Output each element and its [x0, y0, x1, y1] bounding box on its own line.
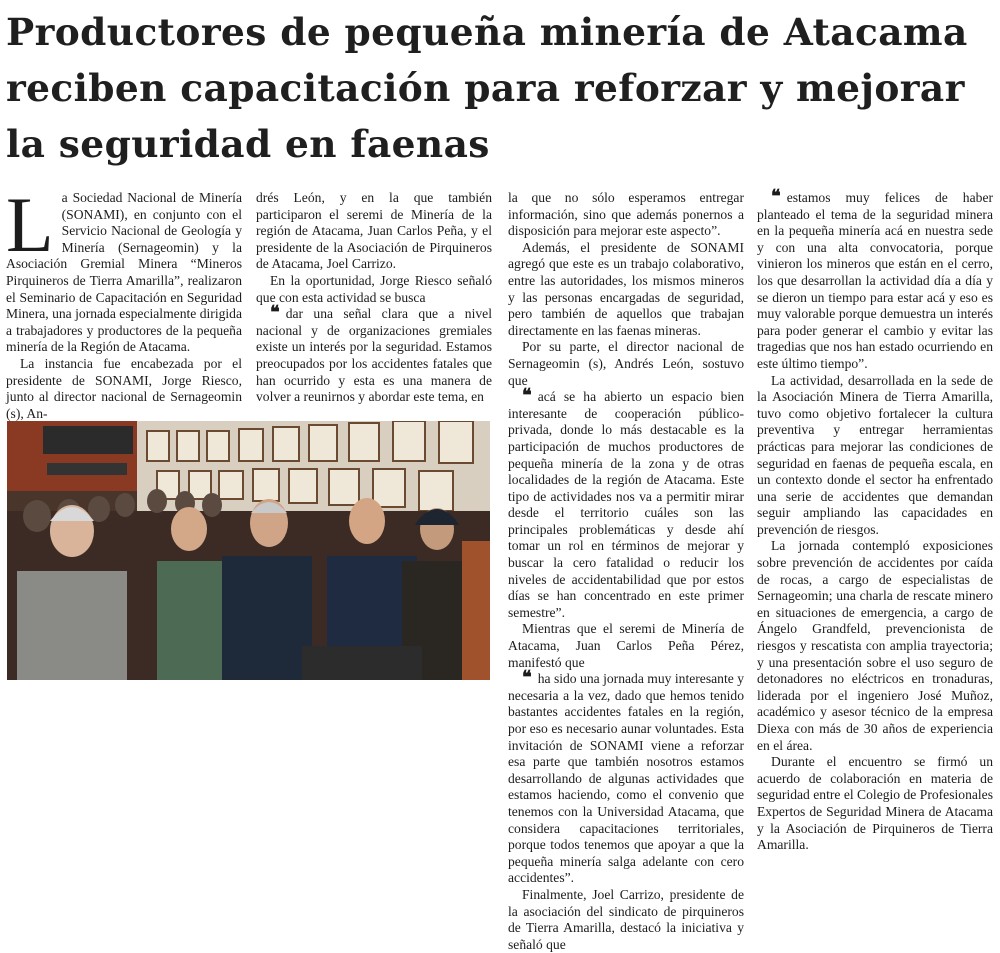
quote-mark-icon: ❝	[771, 186, 781, 207]
drop-cap: L	[6, 181, 54, 268]
quote-text: estamos muy felices de haber planteado el tema de la seguridad minera en la pequeña minería acá en nuestra sede y con una alta convocatoria, porque vinieron los mineros que están en el cerro, los que desarrollan la actividad día a día y se dieron un tiempo para estar acá y eso es muy valorable porque demuestra un interés para poder generar el cambio y evitar las tragedias que nos han estado ocurriendo en este último tiempo”.	[757, 190, 993, 371]
quote-mark-icon: ❝	[522, 385, 532, 407]
article-column-2	[256, 190, 492, 410]
paragraph: La instancia fue encabezada por el presidente de SONAMI, Jorge Riesco, junto al director nacional de Sernageomin (s), An-	[6, 355, 242, 421]
paragraph: Por su parte, el director nacional de Sernageomin (s), Andrés León, sostuvo que	[508, 339, 744, 388]
paragraph: Mientras que el seremi de Minería de Atacama, Juan Carlos Peña Pérez, manifestó que	[508, 621, 744, 670]
paragraph: La jornada contempló exposiciones sobre prevención de accidentes por caída de rocas, a cargo de especialistas de Sernageomin; una charla de rescate minero en situaciones de emergencia, a cargo de Ángelo Grandfeld, prevencionista de riesgos y rescatista con amplia trayectoria; y una presentación sobre el uso seguro de detonadores no eléctricos en tronaduras, liderada por el ingeniero José Muñoz, académico y asesor técnico de la empresa Diexa con más de 30 años de experiencia en el área.	[757, 538, 993, 753]
quote-paragraph	[508, 385, 744, 621]
article-column-3	[508, 190, 744, 952]
headline: Productores de pequeña minería de Atacama reciben capacitación para reforzar y mejorar la seguridad en faenas	[6, 10, 968, 166]
quote-paragraph	[508, 667, 744, 887]
paragraph: En la oportunidad, Jorge Riesco señaló que con esta actividad se busca	[256, 272, 492, 305]
article-column-1	[6, 181, 242, 421]
quote-mark-icon: ❝	[270, 302, 280, 324]
paragraph: drés León, y en la que también participaron el seremi de Minería de la región de Atacama, Juan Carlos Peña, y el presidente de la Asociación de Pirquineros de Atacama, Joel Carrizo.	[256, 190, 492, 272]
paragraph: Finalmente, Joel Carrizo, presidente de la asociación del sindicato de pirquineros de Tierra Amarilla, destacó la iniciativa y señaló que	[508, 886, 744, 952]
quote-paragraph	[757, 186, 993, 373]
article-photo	[7, 421, 490, 680]
paragraph: Además, el presidente de SONAMI agregó que este es un trabajo colaborativo, entre las autoridades, los mismos mineros y las personas encargadas de seguridad, pero también de aquellos que trabajan directamente en las faenas mineras.	[508, 239, 744, 338]
quote-mark-icon: ❝	[522, 667, 532, 689]
paragraph: Durante el encuentro se firmó un acuerdo de colaboración en materia de seguridad entre el Colegio de Profesionales Expertos de Seguridad Minera de Atacama y la Asociación de Pirquineros de Tierra Amarilla.	[757, 754, 993, 853]
quote-text: dar una señal clara que a nivel nacional y de organizaciones gremiales existe un interés por la seguridad. Estamos preocupados por los accidentes fatales que han ocurrido y esta es una manera de volver a reunirnos y abordar este tema, en	[256, 306, 492, 405]
quote-text: acá se ha abierto un espacio bien interesante de cooperación público-privada, donde lo más destacable es la participación de muchos productores de pequeña minería de la zona y de otras localidades de la región de Atacama. Este tipo de actividades nos va a permitir mirar desde el territorio cuáles son las principales problemáticas y desde ahí tomar un rol en términos de mejorar y buscar la cero fatalidad o reducir los niveles de accidentabilidad que por estos días se han concentrado en este primer semestre”.	[508, 389, 744, 620]
paragraph: la que no sólo esperamos entregar información, sino que además ponernos a disposición para mejorar este aspecto”.	[508, 190, 744, 239]
article-column-4	[757, 186, 993, 900]
paragraph: La actividad, desarrollada en la sede de la Asociación Minera de Tierra Amarilla, tuvo como objetivo fortalecer la cultura preventiva y entregar herramientas prácticas para mejorar las condiciones de seguridad en faenas de pequeña escala, en un contexto donde el sector ha enfrentado una serie de accidentes que demandan seguir ampliando las capacidades en prevención de riesgos.	[757, 372, 993, 537]
quote-paragraph	[256, 302, 492, 406]
paragraph: a Sociedad Nacional de Minería (SONAMI), en conjunto con el Servicio Nacional de Geología y Minería (Sernageomin) y la Asociación Gremial Minera “Mineros Pirquineros de Tierra Amarilla”, realizaron el Seminario de Capacitación en Seguridad Minera, una jornada especialmente dirigida a trabajadores y productores de la pequeña minería de la Región de Atacama.	[6, 190, 242, 355]
photo-illustration	[7, 421, 490, 680]
quote-text: ha sido una jornada muy interesante y necesaria a la vez, dado que hemos tenido bastantes accidentes fatales en la región, por eso es necesario aunar voluntades. Esta invitación de SONAMI viene a reforzar esa parte que también nosotros estamos desarrollando de algunas actividades que estamos haciendo, como el convenio que tenemos con la Universidad Atacama, que considera capacitaciones territoriales, porque todos tenemos que apoyar a que la pequeña minería salga adelante con cero accidentes”.	[508, 671, 744, 886]
